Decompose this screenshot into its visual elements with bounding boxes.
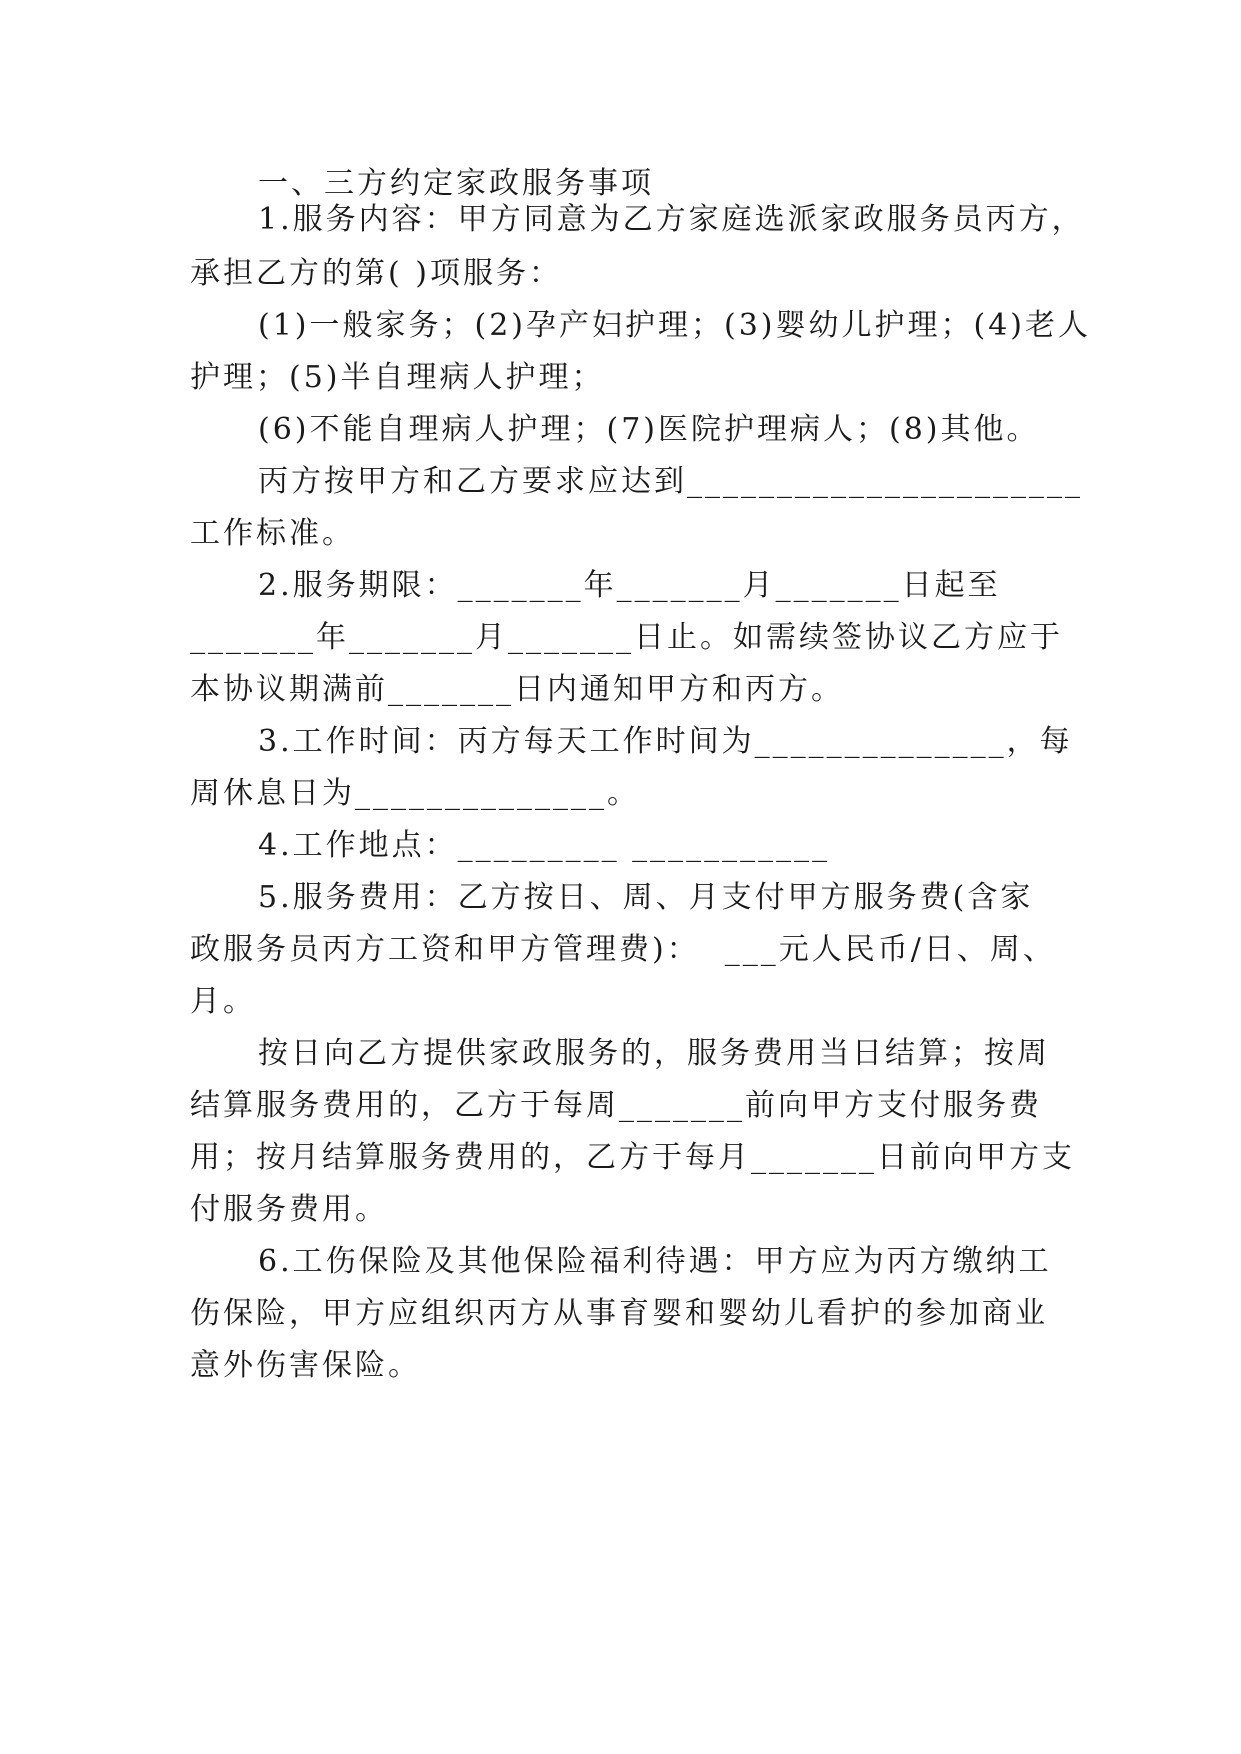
paragraph-line: 周休息日为______________。 <box>190 776 640 811</box>
paragraph-line: 结算服务费用的，乙方于每周_______前向甲方支付服务费 <box>190 1088 1042 1123</box>
paragraph-line: 5.服务费用：乙方按日、周、月支付甲方服务费(含家 <box>258 880 1034 915</box>
paragraph-line: 6.工伤保险及其他保险福利待遇：甲方应为丙方缴纳工 <box>258 1244 1052 1279</box>
paragraph-line: 月。 <box>190 984 256 1019</box>
paragraph-line: 3.工作时间：丙方每天工作时间为______________，每 <box>258 724 1073 759</box>
paragraph-line: 2.服务期限：_______年_______月_______日起至 <box>258 568 1001 603</box>
paragraph-line: 按日向乙方提供家政服务的，服务费用当日结算；按周 <box>258 1036 1050 1071</box>
paragraph-line: (1)一般家务；(2)孕产妇护理；(3)婴幼儿护理；(4)老人 <box>258 308 1091 343</box>
paragraph-line: 丙方按甲方和乙方要求应达到______________________ <box>258 464 1083 499</box>
paragraph-line: _______年_______月_______日止。如需续签协议乙方应于 <box>190 620 1063 655</box>
section-heading: 一、三方约定家政服务事项 <box>258 166 654 201</box>
paragraph-line: 承担乙方的第( )项服务： <box>190 256 562 291</box>
paragraph-line: 政服务员丙方工资和甲方管理费)： ___元人民币/日、周、 <box>190 932 1056 967</box>
paragraph-line: (6)不能自理病人护理；(7)医院护理病人；(8)其他。 <box>258 412 1040 447</box>
paragraph-line: 伤保险，甲方应组织丙方从事育婴和婴幼儿看护的参加商业 <box>190 1296 1048 1331</box>
paragraph-line: 付服务费用。 <box>190 1192 388 1227</box>
paragraph-line: 工作标准。 <box>190 516 355 551</box>
paragraph-line: 意外伤害保险。 <box>190 1348 421 1383</box>
paragraph-line: 护理；(5)半自理病人护理； <box>190 360 605 395</box>
paragraph-line: 1.服务内容：甲方同意为乙方家庭选派家政服务员丙方， <box>258 202 1085 237</box>
paragraph-line: 用；按月结算服务费用的，乙方于每月_______日前向甲方支 <box>190 1140 1075 1175</box>
paragraph-line: 本协议期满前_______日内通知甲方和丙方。 <box>190 672 844 707</box>
paragraph-line: 4.工作地点：_________ ___________ <box>258 828 831 863</box>
